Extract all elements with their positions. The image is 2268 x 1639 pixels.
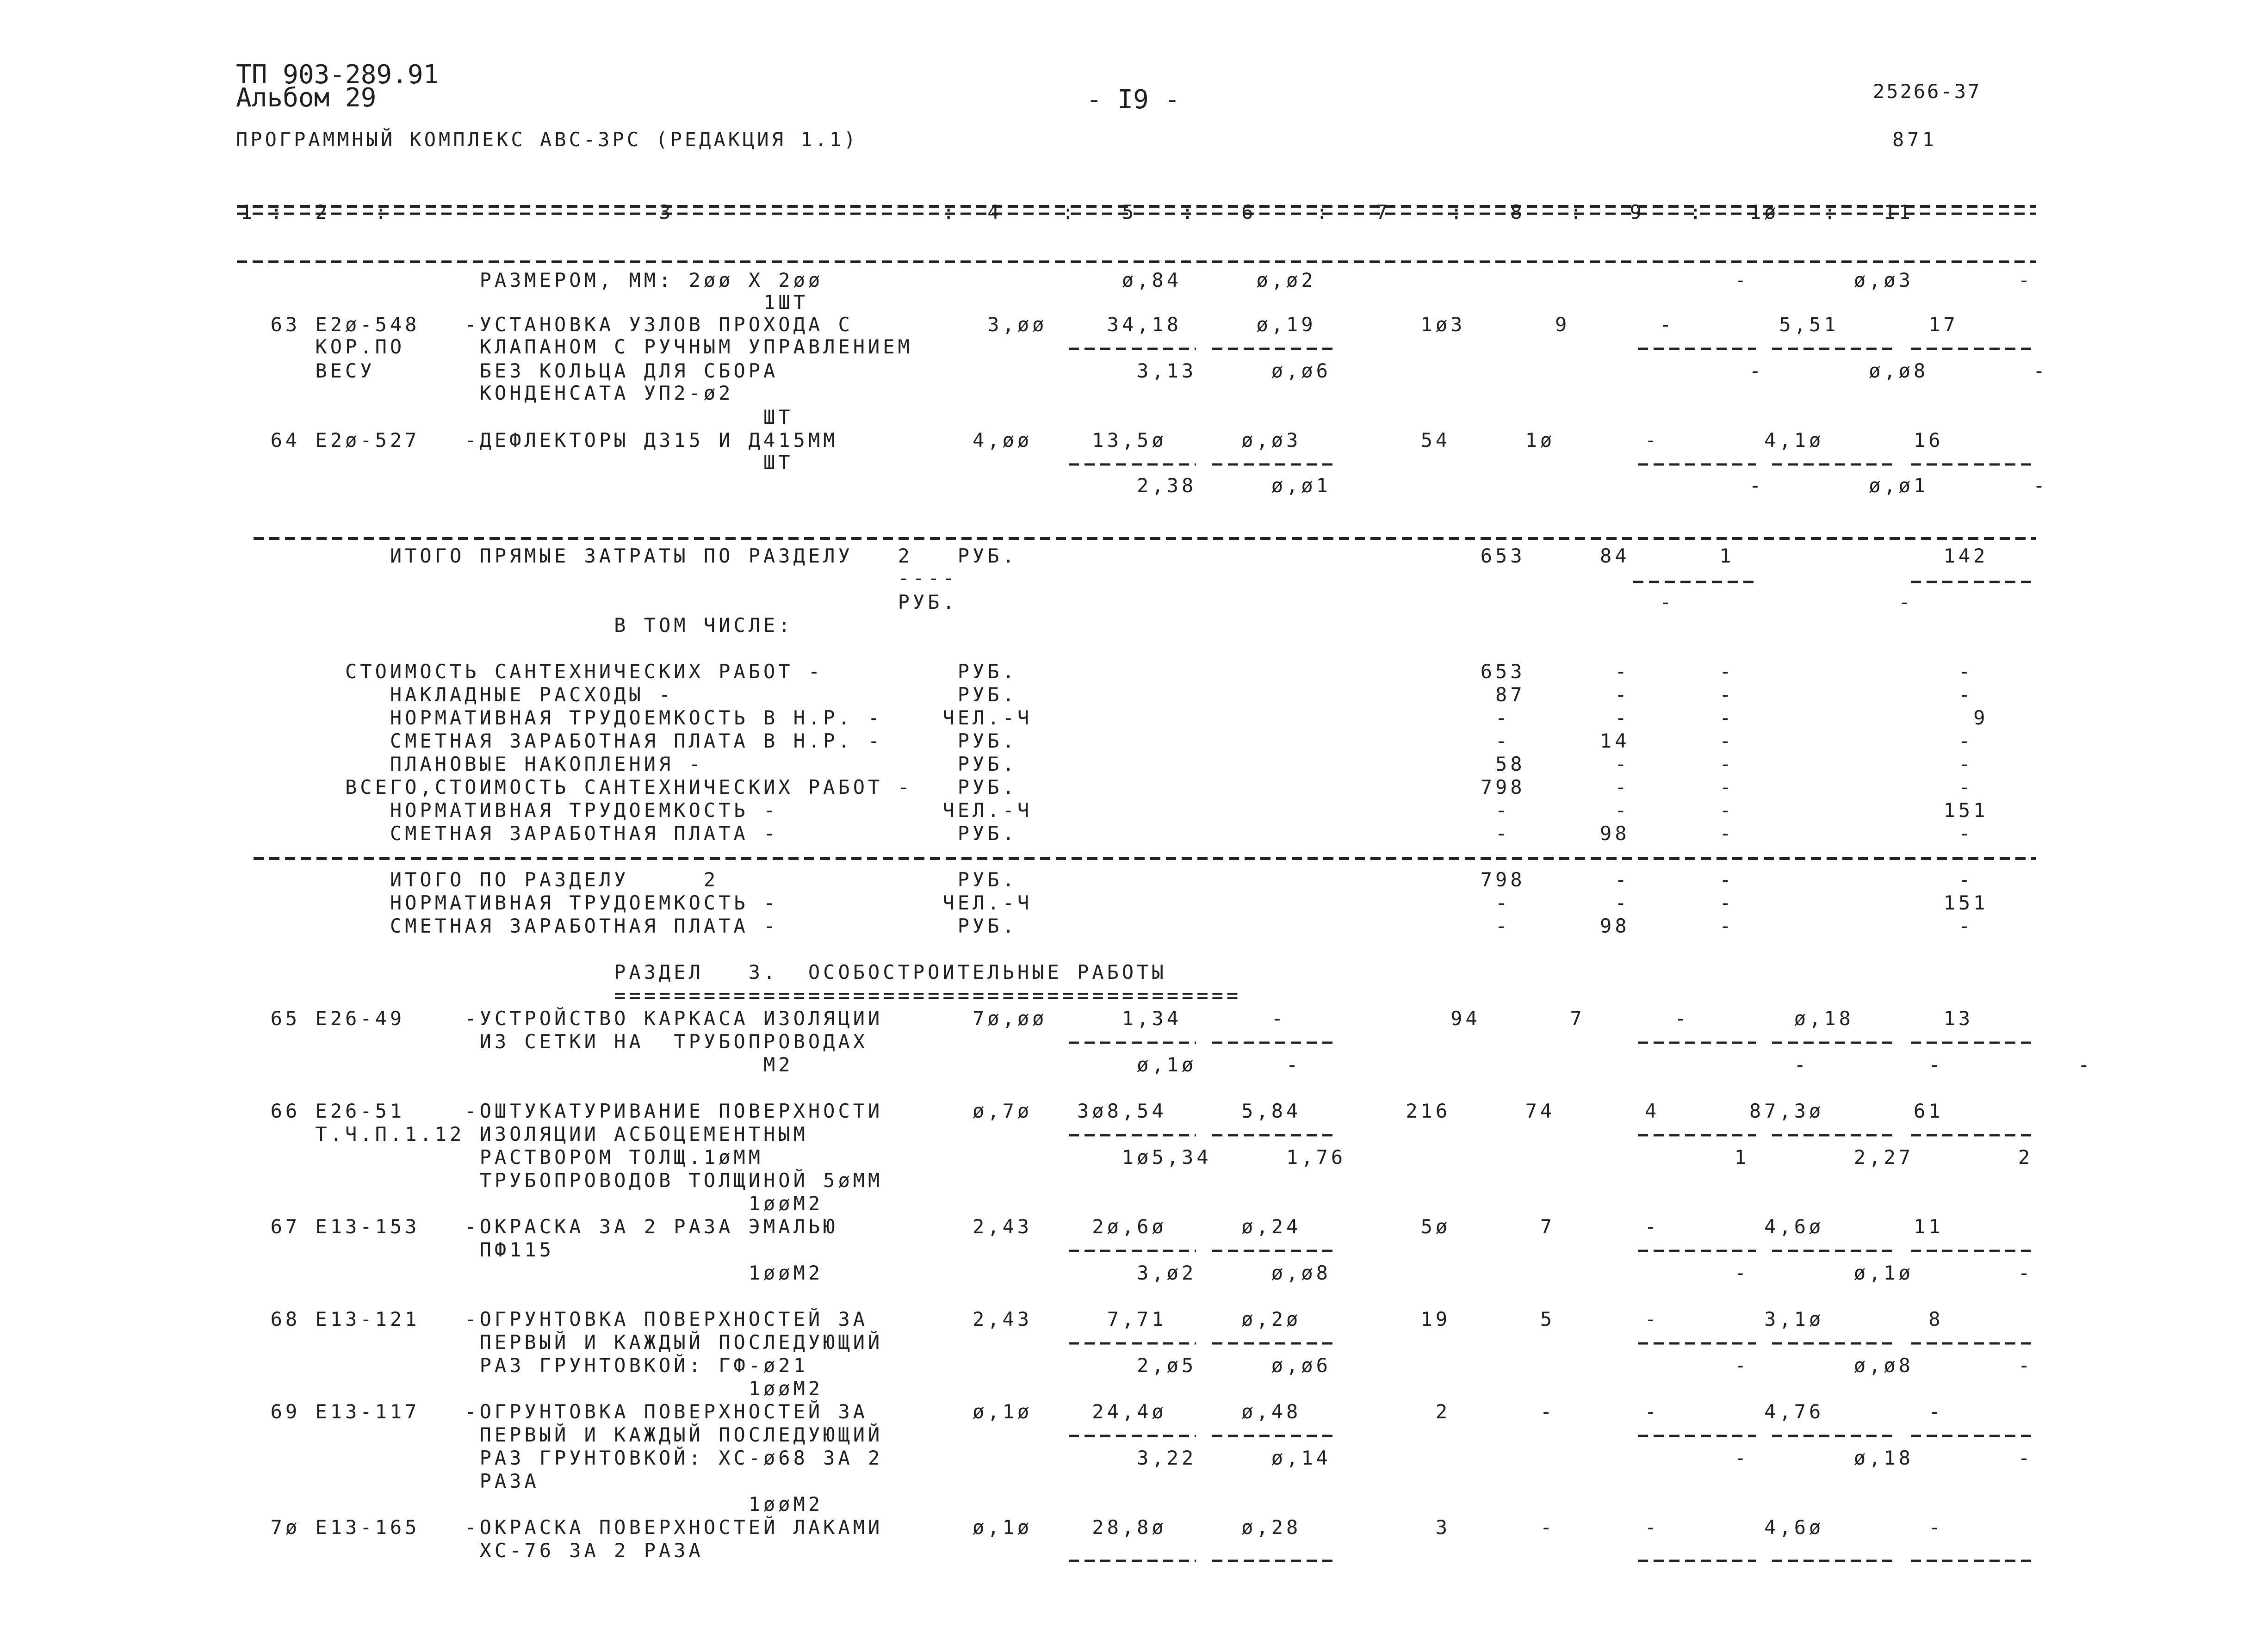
table-line: СМЕТНАЯ ЗАРАБОТНАЯ ПЛАТА - РУБ. - 98 - - [241,915,1974,937]
table-line: ПЕРВЫЙ И КАЖДЫЙ ПОСЛЕДУЮЩИЙ [241,1331,883,1354]
table-line: КОР.ПО КЛАПАНОМ С РУЧНЫМ УПРАВЛЕНИЕМ [241,335,913,358]
table-line: ИЗ СЕТКИ НА ТРУБОПРОВОДАХ [241,1030,868,1053]
table-line: РАЗМЕРОМ, ММ: 2øø Х 2øø ø,84 ø,ø2 - ø,ø3 - [241,269,2033,291]
table-line: НОРМАТИВНАЯ ТРУДОЕМКОСТЬ - ЧЕЛ.-Ч - - - 151 [241,891,1989,914]
table-line: РУБ. - - [241,591,1914,613]
table-line: 66 Е26-51 -ОШТУКАТУРИВАНИЕ ПОВЕРХНОСТИ ø,7ø 3ø8,54 5,84 216 74 4 87,3ø 61 [241,1100,1944,1122]
table-line: 1øøМ2 [241,1377,824,1400]
table-line: РАЗДЕЛ 3. ОСОБОСТРОИТЕЛЬНЫЕ РАБОТЫ [241,961,1167,983]
table-line: НАКЛАДНЫЕ РАСХОДЫ - РУБ. 87 - - - [241,683,1974,706]
table-line: 63 Е2ø-548 -УСТАНОВКА УЗЛОВ ПРОХОДА С 3,øø 34,18 ø,19 1ø3 9 - 5,51 17 [241,313,1958,336]
table-line: СМЕТНАЯ ЗАРАБОТНАЯ ПЛАТА В Н.Р. - РУБ. - 14 - - [241,730,1974,752]
table-line: РАЗА [241,1470,539,1492]
table-line: ВСЕГО,СТОИМОСТЬ САНТЕХНИЧЕСКИХ РАБОТ - РУБ. 798 - - - [241,776,1974,798]
table-line: ИТОГО ПРЯМЫЕ ЗАТРАТЫ ПО РАЗДЕЛУ 2 РУБ. 653 84 1 142 [241,544,1989,567]
table-line: ПЛАНОВЫЕ НАКОПЛЕНИЯ - РУБ. 58 - - - [241,753,1974,775]
table-line: ---- [241,567,958,589]
table-line: 1 : 2 : 3 : 4 : 5 : 6 : 7 : 8 : 9 : 1ø : 11 [241,201,1914,223]
table-line: Т.Ч.П.1.12 ИЗОЛЯЦИИ АСБОЦЕМЕНТНЫМ [241,1123,808,1145]
table-line: НОРМАТИВНАЯ ТРУДОЕМКОСТЬ - ЧЕЛ.-Ч - - - 151 [241,799,1989,822]
program-line: ПРОГРАММНЫЙ КОМПЛЕКС АВС-3РС (РЕДАКЦИЯ 1.1) [236,128,859,151]
table-line: 1øøМ2 3,ø2 ø,ø8 - ø,1ø - [241,1262,2033,1284]
table-line: РАЗ ГРУНТОВКОЙ: ГФ-ø21 2,ø5 ø,ø6 - ø,ø8 - [241,1354,2033,1377]
table-line: ПФ115 [241,1238,555,1261]
table-line: ТРУБОПРОВОДОВ ТОЛЩИНОЙ 5øММ [241,1169,883,1192]
order-number: 25266-37 [1873,80,1982,103]
table-line: 65 Е26-49 -УСТРОЙСТВО КАРКАСА ИЗОЛЯЦИИ 7ø,øø 1,34 - 94 7 - ø,18 13 [241,1007,1974,1030]
table-line: РАЗ ГРУНТОВКОЙ: ХС-ø68 ЗА 2 3,22 ø,14 - ø,18 - [241,1447,2033,1469]
table-line: 68 Е13-121 -ОГРУНТОВКА ПОВЕРХНОСТЕЙ ЗА 2,43 7,71 ø,2ø 19 5 - 3,1ø 8 [241,1308,1944,1330]
table-line: 2,38 ø,ø1 - ø,ø1 - [241,474,2048,497]
table-line: НОРМАТИВНАЯ ТРУДОЕМКОСТЬ В Н.Р. - ЧЕЛ.-Ч - - - 9 [241,706,1989,729]
album-label: Альбом 29 [236,83,377,113]
table-line: СМЕТНАЯ ЗАРАБОТНАЯ ПЛАТА - РУБ. - 98 - - [241,822,1974,845]
doc-code: ТП 903-289.91 [236,60,439,90]
table-line: ПЕРВЫЙ И КАЖДЫЙ ПОСЛЕДУЮЩИЙ [241,1423,883,1446]
table-line: 1ШТ [241,291,808,314]
table-line: ШТ [241,406,793,428]
table-line: 69 Е13-117 -ОГРУНТОВКА ПОВЕРХНОСТЕЙ ЗА ø,1ø 24,4ø ø,48 2 - - 4,76 - [241,1400,1944,1423]
table-line: ХС-76 ЗА 2 РАЗА [241,1539,704,1562]
table-line: 1øøМ2 [241,1192,824,1215]
table-line: В ТОМ ЧИСЛЕ: [241,614,793,637]
table-line: КОНДЕНСАТА УП2-ø2 [241,382,734,404]
table-line: РАСТВОРОМ ТОЛЩ.1øММ 1ø5,34 1,76 1 2,27 2 [241,1146,2033,1169]
sheet-number: 871 [1892,128,1937,151]
page-number: - I9 - [1086,85,1180,115]
table-line: ========================================== [241,984,1242,1007]
table-line: ИТОГО ПО РАЗДЕЛУ 2 РУБ. 798 - - - [241,868,1974,891]
table-line: ВЕСУ БЕЗ КОЛЬЦА ДЛЯ СБОРА 3,13 ø,ø6 - ø,ø8 - [241,359,2048,382]
table-line: СТОИМОСТЬ САНТЕХНИЧЕСКИХ РАБОТ - РУБ. 653 - - - [241,660,1974,683]
table-line: 64 Е2ø-527 -ДЕФЛЕКТОРЫ Д315 И Д415ММ 4,øø 13,5ø ø,ø3 54 1ø - 4,1ø 16 [241,429,1944,451]
table-line: М2 ø,1ø - - - - [241,1053,2093,1076]
table-line: 7ø Е13-165 -ОКРАСКА ПОВЕРХНОСТЕЙ ЛАКАМИ ø,1ø 28,8ø ø,28 3 - - 4,6ø - [241,1516,1944,1539]
table-line: ШТ [241,451,793,474]
table-line: 1øøМ2 [241,1493,824,1515]
table-line: 67 Е13-153 -ОКРАСКА ЗА 2 РАЗА ЭМАЛЬЮ 2,43 2ø,6ø ø,24 5ø 7 - 4,6ø 11 [241,1215,1944,1238]
